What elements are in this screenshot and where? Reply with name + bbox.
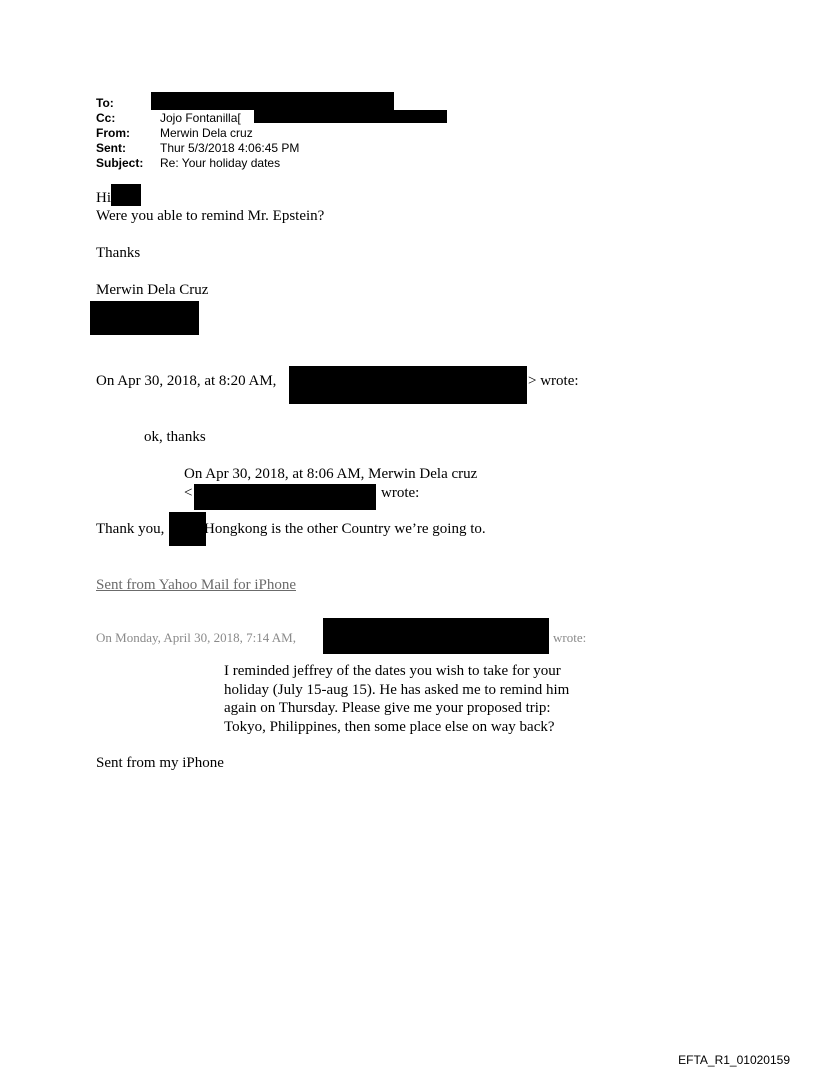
redaction-to bbox=[151, 92, 394, 110]
quote1-intro-suffix: > wrote: bbox=[528, 373, 579, 389]
to-label: To: bbox=[96, 96, 114, 110]
quote3-line-4: Tokyo, Philippines, then some place else on way back? bbox=[224, 719, 555, 735]
quote2-intro-line1: On Apr 30, 2018, at 8:06 AM, Merwin Dela cruz bbox=[184, 466, 478, 482]
body-question: Were you able to remind Mr. Epstein? bbox=[96, 208, 325, 224]
from-label: From: bbox=[96, 126, 130, 140]
subject-value: Re: Your holiday dates bbox=[160, 156, 281, 170]
cc-label: Cc: bbox=[96, 111, 116, 125]
sent-from-yahoo-link[interactable]: Sent from Yahoo Mail for iPhone bbox=[96, 577, 296, 593]
redaction-signature bbox=[90, 301, 199, 335]
quote3-intro-prefix: On Monday, April 30, 2018, 7:14 AM, bbox=[96, 630, 296, 645]
quote2-message-prefix: Thank you, bbox=[96, 521, 165, 537]
quote3-line-1: I reminded jeffrey of the dates you wish to take for your bbox=[224, 663, 561, 679]
redaction-quote1-sender bbox=[289, 366, 527, 404]
sent-from-iphone: Sent from my iPhone bbox=[96, 755, 224, 771]
cc-value: Jojo Fontanilla[ bbox=[160, 111, 241, 125]
quote3-line-2: holiday (July 15-aug 15). He has asked me to remind him bbox=[224, 682, 570, 698]
sent-value: Thur 5/3/2018 4:06:45 PM bbox=[160, 141, 300, 155]
body-thanks: Thanks bbox=[96, 245, 141, 261]
quote2-intro-line2-prefix: < bbox=[184, 485, 193, 501]
signature-name: Merwin Dela Cruz bbox=[96, 282, 209, 298]
greeting: Hi bbox=[96, 190, 111, 206]
sent-label: Sent: bbox=[96, 141, 126, 155]
redaction-greeting-name bbox=[111, 184, 141, 206]
document-id: EFTA_R1_01020159 bbox=[678, 1053, 790, 1067]
quote1-intro-prefix: On Apr 30, 2018, at 8:20 AM, bbox=[96, 373, 277, 389]
quote2-intro-line2-suffix: wrote: bbox=[381, 485, 420, 501]
redaction-quote2-email bbox=[194, 484, 376, 510]
quote1-reply: ok, thanks bbox=[144, 429, 206, 445]
redaction-quote2-name bbox=[169, 512, 206, 546]
redaction-cc bbox=[254, 110, 447, 123]
quote3-line-3: again on Thursday. Please give me your proposed trip: bbox=[224, 700, 551, 716]
subject-label: Subject: bbox=[96, 156, 144, 170]
from-value: Merwin Dela cruz bbox=[160, 126, 253, 140]
redaction-quote3-sender bbox=[323, 618, 549, 654]
quote2-message-suffix: Hongkong is the other Country we’re going to. bbox=[204, 521, 486, 537]
quote3-intro-suffix: wrote: bbox=[553, 630, 587, 645]
